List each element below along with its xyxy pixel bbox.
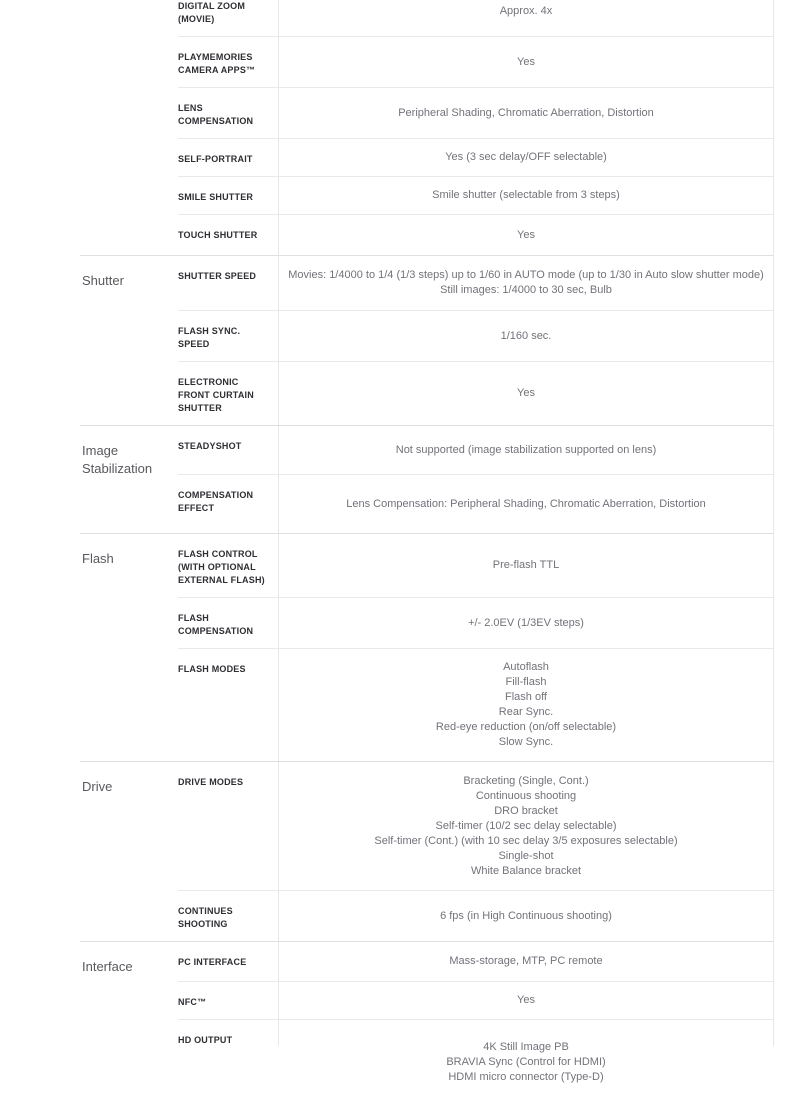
section-rows <box>178 256 774 425</box>
spec-value <box>278 891 774 941</box>
category-label: Interface <box>82 959 133 974</box>
spec-value-line: Yes <box>517 994 535 1006</box>
spec-label: SELF-PORTRAIT <box>178 154 253 164</box>
category-label <box>80 0 178 255</box>
spec-label: CONTINUES SHOOTING <box>178 906 233 929</box>
spec-label: LENS COMPENSATION <box>178 103 254 126</box>
spec-row <box>178 1019 774 1105</box>
spec-value <box>278 598 774 648</box>
spec-row <box>178 942 774 981</box>
spec-value <box>278 426 774 474</box>
spec-value-line: Still images: 1/4000 to 30 sec, Bulb <box>440 284 612 296</box>
spec-row <box>178 176 774 214</box>
spec-row <box>178 762 774 890</box>
spec-value <box>278 362 774 425</box>
spec-row <box>178 87 774 138</box>
spec-value <box>278 177 774 214</box>
category-label: Drive <box>82 779 113 794</box>
spec-value-line: Peripheral Shading, Chromatic Aberration, Distortion <box>398 106 654 119</box>
spec-label: FLASH COMPENSATION <box>178 613 254 636</box>
spec-value <box>278 256 774 310</box>
spec-value-line: Self-timer (10/2 sec delay selectable) <box>435 819 617 832</box>
spec-label: DIGITAL ZOOM (MOVIE) <box>178 1 246 24</box>
spec-value <box>278 311 774 361</box>
spec-value <box>278 88 774 138</box>
section-rows <box>178 534 774 761</box>
category-label: Shutter <box>82 273 124 288</box>
spec-value-line: Lens Compensation: Peripheral Shading, Chromatic Aberration, Distortion <box>346 497 706 510</box>
spec-row <box>178 0 774 36</box>
spec-row <box>178 534 774 597</box>
spec-value <box>278 942 774 981</box>
spec-section <box>80 941 774 1105</box>
spec-value-line: Slow Sync. <box>498 736 554 748</box>
spec-value-line: Yes <box>517 228 535 241</box>
spec-value <box>278 139 774 176</box>
spec-value-line: Rear Sync. <box>498 706 554 718</box>
spec-row <box>178 310 774 361</box>
spec-value-line: +/- 2.0EV (1/3EV steps) <box>468 616 584 629</box>
spec-value <box>278 762 774 890</box>
spec-label: HD OUTPUT <box>178 1035 233 1045</box>
spec-value-line: White Balance bracket <box>470 864 582 877</box>
spec-value-line: 6 fps (in High Continuous shooting) <box>440 909 612 922</box>
spec-value-line: Flash off <box>505 691 547 703</box>
spec-row <box>178 138 774 176</box>
column-divider-line <box>278 0 279 1046</box>
spec-row <box>178 361 774 425</box>
spec-row <box>178 981 774 1019</box>
spec-value <box>278 37 774 87</box>
section-rows <box>178 0 774 255</box>
spec-value-line: Not supported (image stabilization supported on lens) <box>395 443 657 456</box>
spec-label: FLASH SYNC. SPEED <box>178 326 241 349</box>
spec-value-line: Approx. 4x <box>499 4 553 17</box>
spec-value-line: Red-eye reduction (on/off selectable) <box>435 721 617 733</box>
spec-value-line: Smile shutter (selectable from 3 steps) <box>432 189 620 201</box>
spec-label: COMPENSATION EFFECT <box>178 490 254 513</box>
spec-value-line: 4K Still Image PB <box>483 1041 569 1053</box>
spec-value-line: DRO bracket <box>494 804 558 817</box>
spec-value-line: 1/160 sec. <box>500 329 552 342</box>
spec-section <box>80 533 774 761</box>
section-rows <box>178 426 774 533</box>
spec-value-line: Continuous shooting <box>475 789 577 802</box>
spec-label: STEADYSHOT <box>178 441 242 451</box>
spec-row <box>178 214 774 255</box>
spec-value-line: Movies: 1/4000 to 1/4 (1/3 steps) up to 1/60 in AUTO mode (up to 1/30 in Auto slow shutter mode) <box>288 269 764 281</box>
spec-value-line: Mass-storage, MTP, PC remote <box>449 955 603 967</box>
spec-label: DRIVE MODES <box>178 777 244 787</box>
spec-value <box>278 0 774 36</box>
spec-value-line: Single-shot <box>498 849 554 862</box>
spec-value-line: Yes (3 sec delay/OFF selectable) <box>445 151 607 163</box>
spec-row <box>178 426 774 474</box>
spec-label: PLAYMEMORIES CAMERA APPS™ <box>178 52 256 75</box>
spec-value-line: Yes <box>517 387 535 399</box>
spec-value <box>278 475 774 533</box>
spec-value-line: HDMI micro connector (Type-D) <box>448 1071 604 1083</box>
category-label: Flash <box>82 551 114 566</box>
spec-value-line: BRAVIA Sync (Control for HDMI) <box>446 1056 606 1068</box>
table-right-border-line <box>773 0 774 1046</box>
section-rows <box>178 942 774 1105</box>
spec-value-line: Pre-flash TTL <box>492 559 560 571</box>
spec-value-line: Fill-flash <box>505 676 547 688</box>
spec-value <box>278 649 774 761</box>
spec-value <box>278 1020 774 1105</box>
spec-label: PC INTERFACE <box>178 957 247 967</box>
spec-label: FLASH CONTROL (WITH OPTIONAL EXTERNAL FLASH) <box>178 549 265 585</box>
spec-label: FLASH MODES <box>178 664 246 674</box>
spec-row <box>178 256 774 310</box>
spec-value <box>278 534 774 597</box>
spec-section <box>80 0 774 255</box>
spec-label: TOUCH SHUTTER <box>178 230 258 240</box>
spec-label: SHUTTER SPEED <box>178 271 257 281</box>
spec-row <box>178 36 774 87</box>
spec-value <box>278 215 774 255</box>
spec-value-line: Bracketing (Single, Cont.) <box>463 774 589 787</box>
spec-value-line: Yes <box>517 55 535 68</box>
spec-label: SMILE SHUTTER <box>178 192 254 202</box>
spec-table <box>80 0 774 1105</box>
spec-value <box>278 982 774 1019</box>
spec-row <box>178 890 774 941</box>
spec-section <box>80 761 774 941</box>
spec-value-line: Self-timer (Cont.) (with 10 sec delay 3/5 exposures selectable) <box>374 834 678 847</box>
spec-section <box>80 255 774 425</box>
section-rows <box>178 762 774 941</box>
spec-label: NFC™ <box>178 997 207 1007</box>
spec-row <box>178 597 774 648</box>
spec-label: ELECTRONIC FRONT CURTAIN SHUTTER <box>178 377 254 413</box>
spec-row <box>178 648 774 761</box>
spec-row <box>178 474 774 533</box>
spec-value-line: Autoflash <box>503 661 549 673</box>
category-label: Image Stabilization <box>82 443 153 476</box>
spec-section <box>80 425 774 533</box>
